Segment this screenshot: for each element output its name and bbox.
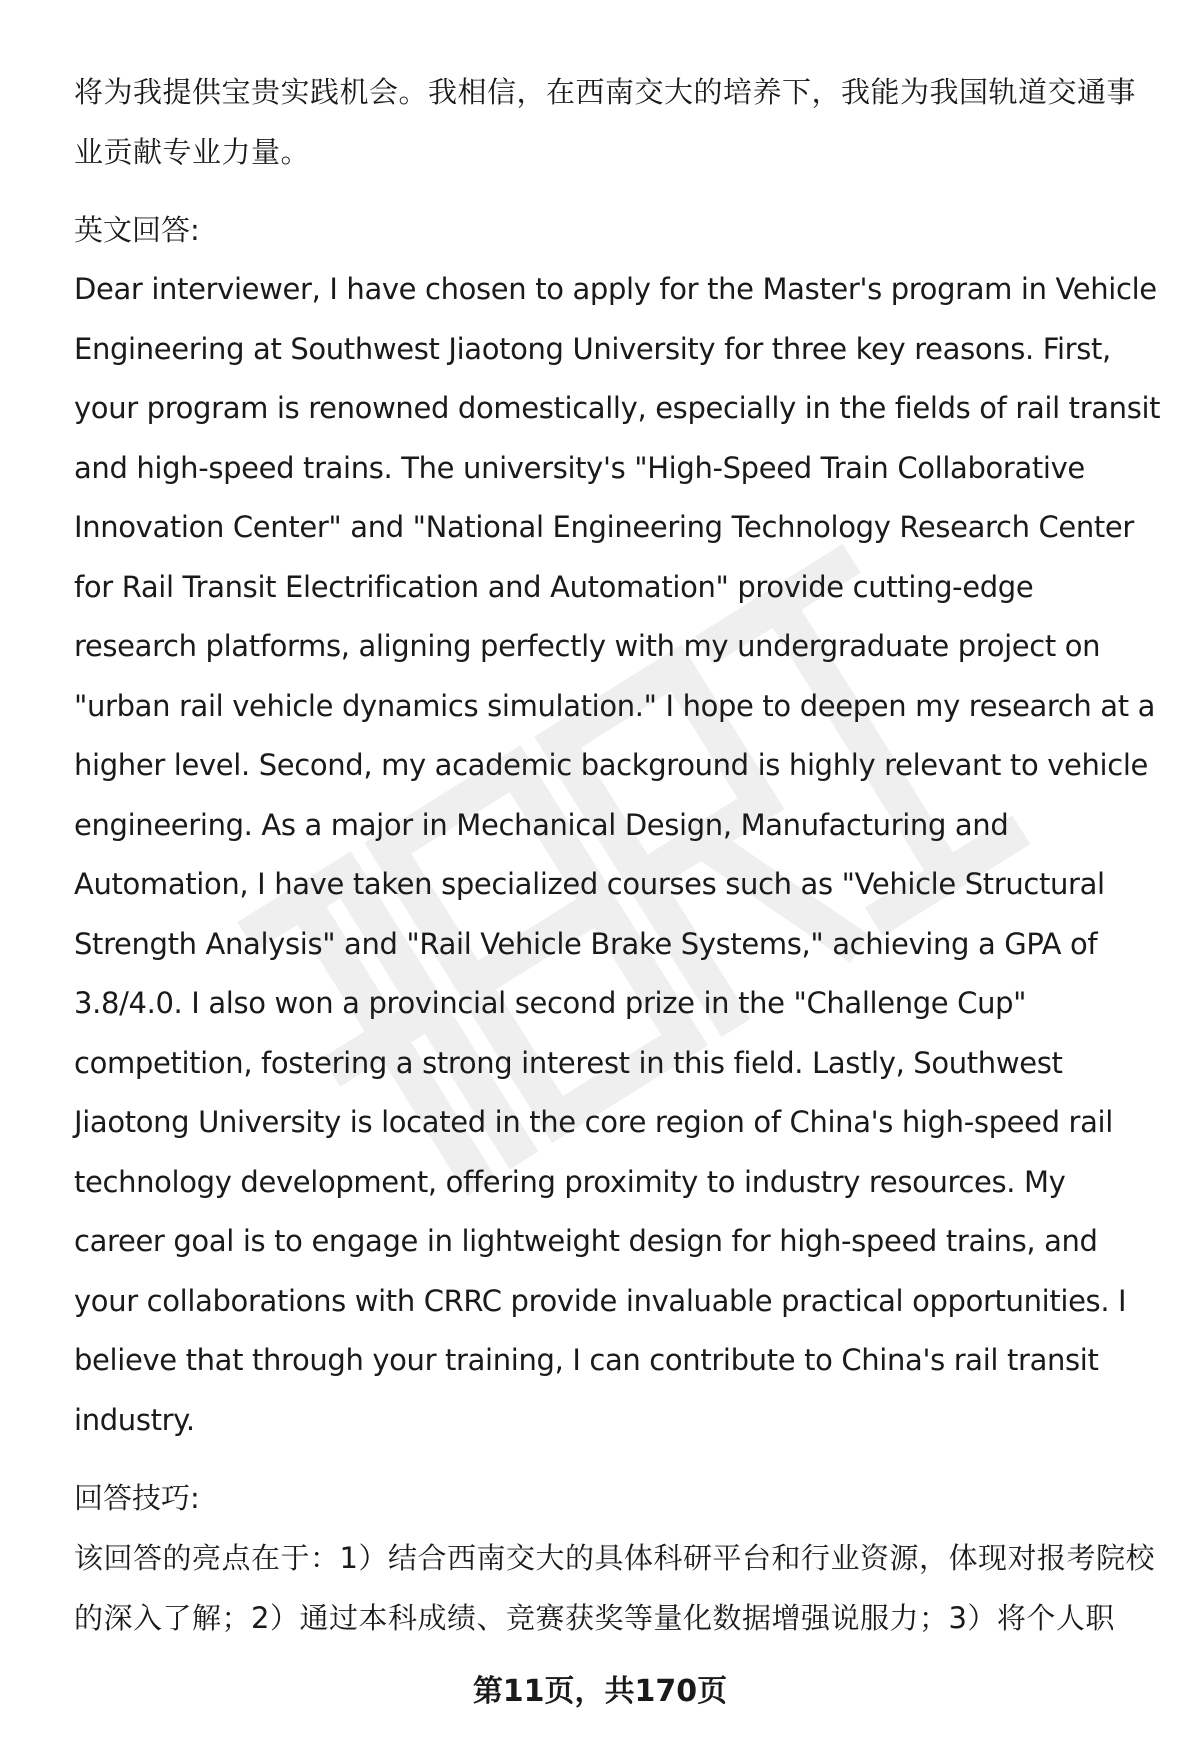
tips-heading: 回答技巧: bbox=[74, 1481, 200, 1515]
english-answer-heading: 英文回答: bbox=[74, 213, 200, 247]
english-answer-paragraph: Dear interviewer, I have chosen to apply for the Master's program in Vehicle Engineering at Southwest Jiaotong University for three key reasons. First, your program is renowned domestically, especially in the fields of rail transit and high-speed trains. The university's "High-Speed Train Collaborative Innovation Center" and "National Engineering Technology Research Center for Rail Transit Electrification and Automation" provide cutting-edge research platforms, aligning perfectly with my undergraduate project on "urban rail vehicle dynamics simulation." I hope to deepen my research at a higher level. Second, my academic background is highly relevant to vehicle engineering. As a major in Mechanical Design, Manufacturing and Automation, I have taken specialized courses such as "Vehicle Structural Strength Analysis" and "Rail Vehicle Brake Systems," achieving a GPA of 3.8/4.0. I also won a provincial second prize in the "Challenge Cup" competition, fostering a strong interest in this field. Lastly, Southwest Jiaotong University is located in the core region of China's high-speed rail technology development, offering proximity to industry resources. My career goal is to engage in lightweight design for high-speed trains, and your collaborations with CRRC provide invaluable practical opportunities. I believe that through your training, I can contribute to China's rail transit industry. bbox=[74, 272, 1161, 1437]
spacer bbox=[74, 1450, 1164, 1468]
page-number-footer: 第11页，共170页 bbox=[472, 1674, 728, 1709]
spacer bbox=[74, 182, 1164, 200]
document-body bbox=[74, 62, 1164, 1648]
intro-paragraph: 将为我提供宝贵实践机会。我相信，在西南交大的培养下，我能为我国轨道交通事业贡献专业力量。 bbox=[74, 75, 1137, 169]
tips-paragraph: 该回答的亮点在于：1）结合西南交大的具体科研平台和行业资源，体现对报考院校的深入了解；2）通过本科成绩、竞赛获奖等量化数据增强说服力；3）将个人职 bbox=[74, 1541, 1155, 1635]
